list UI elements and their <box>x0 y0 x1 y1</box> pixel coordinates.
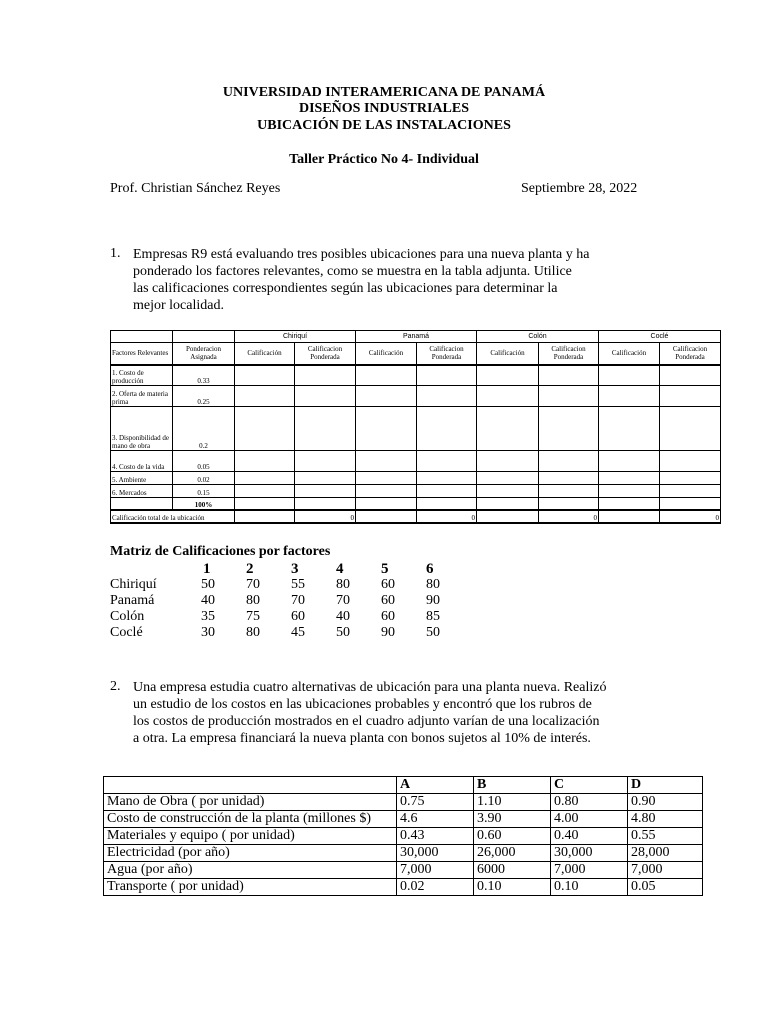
matrix-cell: 85 <box>426 609 440 624</box>
total-score-label: Calificación total de la ubicación <box>111 510 235 523</box>
matrix-cell: 80 <box>246 593 260 608</box>
empty-cell <box>235 510 295 523</box>
matrix-header: 6 <box>426 561 434 577</box>
empty-cell[interactable] <box>235 485 295 498</box>
matrix-cell: 60 <box>381 577 395 592</box>
empty-cell[interactable] <box>417 498 477 510</box>
cost-cell: 6000 <box>474 862 551 879</box>
empty-cell[interactable] <box>539 386 599 407</box>
problem-2-line: Una empresa estudia cuatro alternativas de ubicación para una planta nueva. Realizó <box>133 680 607 695</box>
score-subheader: Calificación <box>356 343 417 365</box>
empty-cell[interactable] <box>539 485 599 498</box>
matrix-header: 1 <box>203 561 211 577</box>
location-header: Colón <box>477 331 599 343</box>
cost-cell: 28,000 <box>628 845 703 862</box>
workshop-title: Taller Práctico No 4- Individual <box>289 152 479 167</box>
empty-cell[interactable] <box>356 365 417 386</box>
empty-cell[interactable] <box>295 485 356 498</box>
matrix-cell: 80 <box>246 625 260 640</box>
empty-cell[interactable] <box>356 407 417 451</box>
cost-cell: 0.10 <box>474 879 551 896</box>
cost-cell: 0.55 <box>628 828 703 845</box>
matrix-row-label: Coclé <box>110 625 143 640</box>
alternative-header: D <box>628 777 703 794</box>
matrix-cell: 60 <box>291 609 305 624</box>
empty-cell[interactable] <box>417 451 477 472</box>
cost-cell: 7,000 <box>551 862 628 879</box>
cost-cell: 0.75 <box>397 794 474 811</box>
factor-cell: 2. Oferta de materia prima <box>111 386 173 407</box>
cost-cell: 4.80 <box>628 811 703 828</box>
factor-cell: 6. Mercados <box>111 485 173 498</box>
professor-name: Prof. Christian Sánchez Reyes <box>110 181 281 196</box>
cost-cell: 0.10 <box>551 879 628 896</box>
matrix-cell: 40 <box>201 593 215 608</box>
empty-cell[interactable] <box>539 407 599 451</box>
table-corner <box>173 331 235 343</box>
alternative-header: A <box>397 777 474 794</box>
empty-cell[interactable] <box>660 472 721 485</box>
alternative-header: C <box>551 777 628 794</box>
score-subheader: Calificación <box>599 343 660 365</box>
empty-cell[interactable] <box>295 498 356 510</box>
empty-cell[interactable] <box>235 365 295 386</box>
empty-cell[interactable] <box>539 472 599 485</box>
department-title: DISEÑOS INDUSTRIALES <box>298 101 469 116</box>
cost-item-label: Mano de Obra ( por unidad) <box>104 794 397 811</box>
matrix-cell: 55 <box>291 577 305 592</box>
location-header: Chiriquí <box>235 331 356 343</box>
cost-cell: 30,000 <box>397 845 474 862</box>
problem-1-number: 1. <box>110 246 121 261</box>
matrix-cell: 70 <box>291 593 305 608</box>
empty-cell[interactable] <box>660 451 721 472</box>
cost-cell: 0.05 <box>628 879 703 896</box>
empty-cell[interactable] <box>356 386 417 407</box>
location-costs-table <box>103 776 703 896</box>
matrix-header: 4 <box>336 561 344 577</box>
matrix-header: 5 <box>381 561 389 577</box>
weight-column-header: Ponderacion Asignada <box>173 343 235 365</box>
score-matrix <box>110 561 471 641</box>
empty-cell[interactable] <box>599 485 660 498</box>
score-subheader: Calificación <box>477 343 539 365</box>
document-date: Septiembre 28, 2022 <box>521 181 638 196</box>
empty-cell <box>477 510 539 523</box>
empty-cell[interactable] <box>660 485 721 498</box>
matrix-cell: 50 <box>426 625 440 640</box>
cost-cell: 0.90 <box>628 794 703 811</box>
problem-2-number: 2. <box>110 679 121 694</box>
empty-cell[interactable] <box>599 498 660 510</box>
weighted-subheader: Calificacion Ponderada <box>539 343 599 365</box>
factor-cell: 1. Costo de producción <box>111 365 173 386</box>
empty-cell[interactable] <box>539 498 599 510</box>
empty-cell[interactable] <box>295 407 356 451</box>
matrix-cell: 70 <box>246 577 260 592</box>
total-weight-cell: 100% <box>173 498 235 510</box>
empty-cell[interactable] <box>417 365 477 386</box>
weighted-subheader: Calificacion Ponderada <box>295 343 356 365</box>
location-header: Panamá <box>356 331 477 343</box>
empty-cell <box>111 498 173 510</box>
weight-cell: 0.15 <box>173 485 235 498</box>
weighted-subheader: Calificacion Ponderada <box>417 343 477 365</box>
empty-cell[interactable] <box>477 451 539 472</box>
cost-cell: 7,000 <box>397 862 474 879</box>
cost-cell: 3.90 <box>474 811 551 828</box>
problem-2-line: los costos de producción mostrados en el cuadro adjunto varían de una localización <box>133 714 600 729</box>
problem-2-text <box>133 679 673 747</box>
cost-item-label: Costo de construcción de la planta (millones $) <box>104 811 397 828</box>
empty-cell[interactable] <box>477 386 539 407</box>
problem-2-line: un estudio de los costos en las ubicaciones probables y encontró que los rubros de <box>133 697 592 712</box>
matrix-cell: 90 <box>381 625 395 640</box>
empty-cell[interactable] <box>599 407 660 451</box>
matrix-cell: 75 <box>246 609 260 624</box>
total-score-cell: 0 <box>539 510 599 523</box>
university-title: UNIVERSIDAD INTERAMERICANA DE PANAMÁ <box>222 85 546 100</box>
cost-cell: 0.60 <box>474 828 551 845</box>
cost-cell: 1.10 <box>474 794 551 811</box>
empty-cell[interactable] <box>295 386 356 407</box>
costs-corner <box>104 777 397 794</box>
empty-cell[interactable] <box>660 498 721 510</box>
matrix-title: Matriz de Calificaciones por factores <box>110 544 331 559</box>
weight-cell: 0.33 <box>173 365 235 386</box>
matrix-cell: 30 <box>201 625 215 640</box>
total-score-cell: 0 <box>660 510 721 523</box>
empty-cell[interactable] <box>599 365 660 386</box>
empty-cell[interactable] <box>356 472 417 485</box>
factor-cell: 5. Ambiente <box>111 472 173 485</box>
empty-cell[interactable] <box>356 485 417 498</box>
factors-column-header: Factores Relevantes <box>111 343 173 365</box>
weighted-factors-table <box>110 330 721 524</box>
empty-cell[interactable] <box>539 451 599 472</box>
weighted-subheader: Calificacion Ponderada <box>660 343 721 365</box>
empty-cell[interactable] <box>477 472 539 485</box>
empty-cell[interactable] <box>599 386 660 407</box>
matrix-cell: 80 <box>426 577 440 592</box>
topic-title: UBICACIÓN DE LAS INSTALACIONES <box>257 118 511 133</box>
empty-cell[interactable] <box>599 472 660 485</box>
empty-cell[interactable] <box>477 485 539 498</box>
matrix-row-label: Chiriquí <box>110 577 157 592</box>
empty-cell[interactable] <box>235 472 295 485</box>
cost-item-label: Agua (por año) <box>104 862 397 879</box>
problem-1-text <box>133 246 673 314</box>
empty-cell[interactable] <box>660 365 721 386</box>
matrix-row-label: Panamá <box>110 593 155 608</box>
cost-cell: 0.40 <box>551 828 628 845</box>
matrix-header: 2 <box>246 561 254 577</box>
empty-cell[interactable] <box>295 451 356 472</box>
matrix-cell: 80 <box>336 577 350 592</box>
empty-cell <box>599 510 660 523</box>
problem-1-line: las calificaciones correspondientes según las ubicaciones para determinar la <box>133 281 558 296</box>
empty-cell[interactable] <box>417 472 477 485</box>
empty-cell[interactable] <box>477 365 539 386</box>
matrix-cell: 35 <box>201 609 215 624</box>
matrix-cell: 90 <box>426 593 440 608</box>
problem-1-line: Empresas R9 está evaluando tres posibles ubicaciones para una nueva planta y ha <box>133 247 590 262</box>
weight-cell: 0.25 <box>173 386 235 407</box>
cost-cell: 0.02 <box>397 879 474 896</box>
factor-cell: 3. Disponibilidad de mano de obra <box>111 407 173 451</box>
matrix-cell: 60 <box>381 609 395 624</box>
empty-cell[interactable] <box>477 407 539 451</box>
empty-cell[interactable] <box>660 386 721 407</box>
matrix-cell: 45 <box>291 625 305 640</box>
matrix-corner <box>110 561 201 577</box>
problem-2-line: a otra. La empresa financiará la nueva planta con bonos sujetos al 10% de interés. <box>133 731 591 746</box>
weight-cell: 0.05 <box>173 451 235 472</box>
empty-cell[interactable] <box>235 498 295 510</box>
problem-1-line: mejor localidad. <box>133 298 224 313</box>
weight-cell: 0.2 <box>173 407 235 451</box>
matrix-cell: 70 <box>336 593 350 608</box>
matrix-cell: 40 <box>336 609 350 624</box>
cost-item-label: Transporte ( por unidad) <box>104 879 397 896</box>
matrix-cell: 50 <box>336 625 350 640</box>
cost-cell: 4.00 <box>551 811 628 828</box>
empty-cell[interactable] <box>477 498 539 510</box>
factor-cell: 4. Costo de la vida <box>111 451 173 472</box>
cost-cell: 26,000 <box>474 845 551 862</box>
cost-cell: 4.6 <box>397 811 474 828</box>
matrix-cell: 50 <box>201 577 215 592</box>
empty-cell[interactable] <box>295 365 356 386</box>
empty-cell[interactable] <box>295 472 356 485</box>
total-score-cell: 0 <box>417 510 477 523</box>
total-score-cell: 0 <box>295 510 356 523</box>
empty-cell[interactable] <box>235 386 295 407</box>
problem-1-line: ponderado los factores relevantes, como se muestra en la tabla adjunta. Utilice <box>133 264 572 279</box>
empty-cell[interactable] <box>417 407 477 451</box>
weight-cell: 0.02 <box>173 472 235 485</box>
matrix-cell: 60 <box>381 593 395 608</box>
matrix-row-label: Colón <box>110 609 145 624</box>
cost-item-label: Materiales y equipo ( por unidad) <box>104 828 397 845</box>
cost-item-label: Electricidad (por año) <box>104 845 397 862</box>
location-header: Coclé <box>599 331 721 343</box>
empty-cell[interactable] <box>356 451 417 472</box>
cost-cell: 0.43 <box>397 828 474 845</box>
empty-cell[interactable] <box>417 386 477 407</box>
empty-cell <box>356 510 417 523</box>
table-corner <box>111 331 173 343</box>
empty-cell[interactable] <box>599 451 660 472</box>
cost-cell: 0.80 <box>551 794 628 811</box>
cost-cell: 30,000 <box>551 845 628 862</box>
matrix-header: 3 <box>291 561 299 577</box>
empty-cell[interactable] <box>539 365 599 386</box>
cost-cell: 7,000 <box>628 862 703 879</box>
empty-cell[interactable] <box>417 485 477 498</box>
alternative-header: B <box>474 777 551 794</box>
score-subheader: Calificación <box>235 343 295 365</box>
empty-cell[interactable] <box>235 451 295 472</box>
empty-cell[interactable] <box>660 407 721 451</box>
empty-cell[interactable] <box>356 498 417 510</box>
empty-cell[interactable] <box>235 407 295 451</box>
